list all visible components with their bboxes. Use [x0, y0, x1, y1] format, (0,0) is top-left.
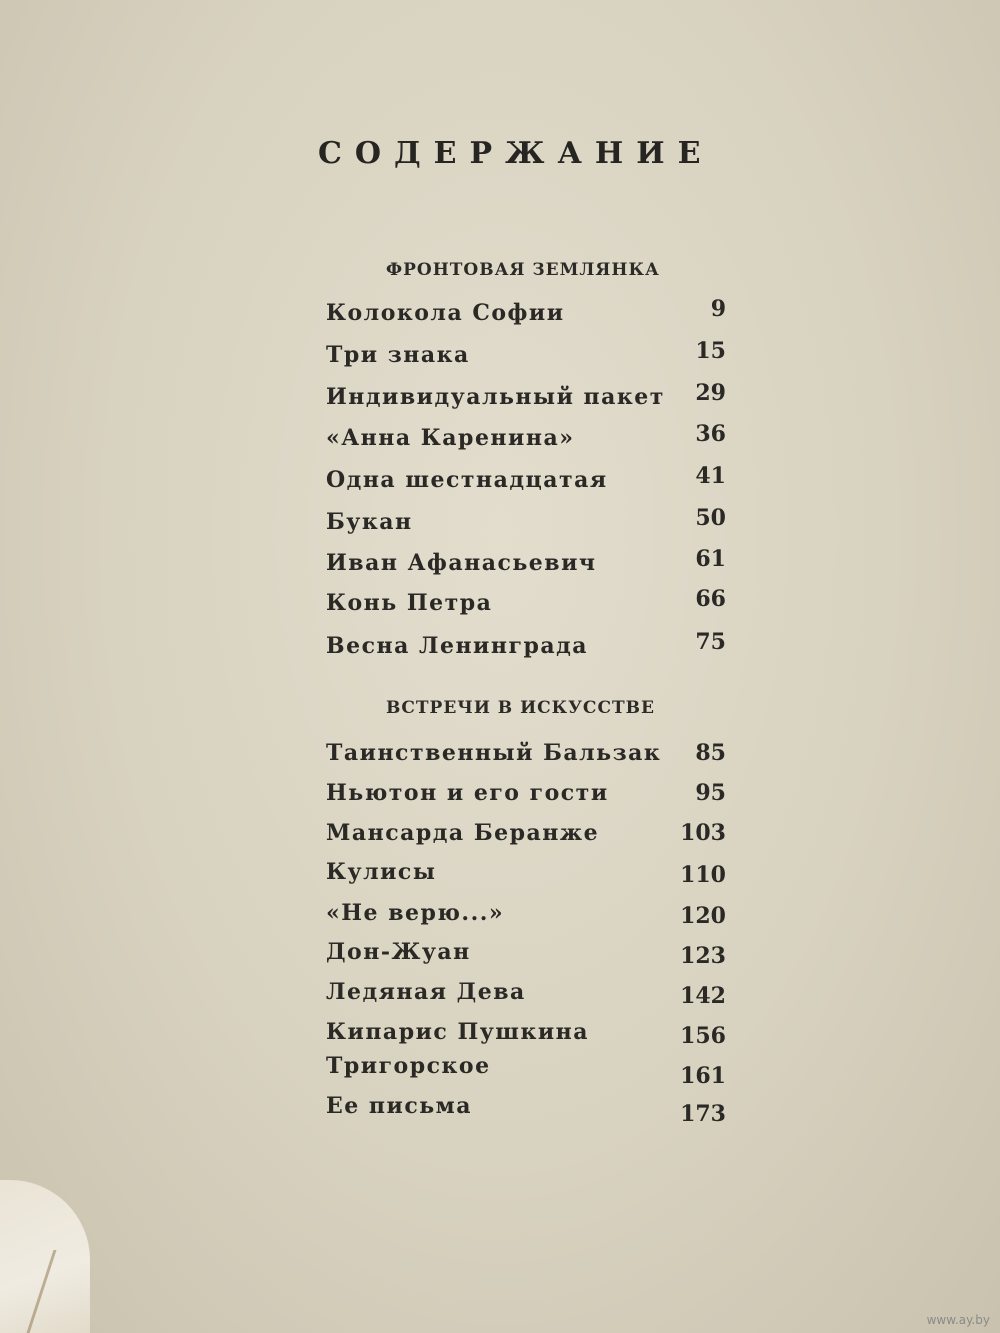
- section-heading-front: ФРОНТОВАЯ ЗЕМЛЯНКА: [386, 260, 660, 280]
- toc-entry-title: Ледяная Дева: [326, 979, 526, 1005]
- toc-entry-page: 123: [680, 943, 726, 969]
- toc-entry-page: 50: [695, 505, 726, 531]
- toc-entry-title: Одна шестнадцатая: [326, 467, 608, 493]
- section-heading-art: ВСТРЕЧИ В ИСКУССТВЕ: [386, 698, 655, 718]
- toc-entry-page: 173: [680, 1101, 726, 1127]
- toc-entry-title: Букан: [326, 509, 413, 535]
- toc-entry-title: Ее письма: [326, 1093, 473, 1119]
- toc-entry-title: Три знака: [326, 342, 470, 368]
- toc-entry-title: Конь Петра: [326, 590, 493, 616]
- toc-entry-title: Таинственный Бальзак: [326, 740, 662, 766]
- toc-entry-page: 103: [680, 820, 726, 846]
- toc-entry-page: 36: [695, 421, 726, 447]
- toc-entry-page: 41: [695, 463, 726, 489]
- toc-entry-page: 142: [680, 983, 726, 1009]
- toc-entry-title: Кулисы: [326, 859, 437, 885]
- watermark: www.ay.by: [926, 1313, 990, 1327]
- toc-entry-page: 156: [680, 1023, 726, 1049]
- toc-entry-page: 75: [695, 629, 726, 655]
- toc-entry-title: Ньютон и его гости: [326, 780, 609, 806]
- toc-entry-page: 61: [695, 546, 726, 572]
- toc-entry-page: 161: [680, 1063, 726, 1089]
- toc-entry-title: Мансарда Беранже: [326, 820, 600, 846]
- toc-entry-title: Дон-Жуан: [326, 939, 471, 965]
- toc-entry-title: Весна Ленинграда: [326, 633, 589, 659]
- toc-entry-title: Индивидуальный пакет: [326, 384, 665, 410]
- toc-entry-title: «Не верю...»: [326, 900, 505, 926]
- toc-entry-page: 120: [680, 903, 726, 929]
- toc-entry-title: Колокола Софии: [326, 300, 565, 326]
- toc-entry-page: 95: [695, 780, 726, 806]
- toc-entry-page: 29: [695, 380, 726, 406]
- toc-entry-page: 85: [695, 740, 726, 766]
- toc-entry-page: 15: [695, 338, 726, 364]
- toc-entry-title: Иван Афанасьевич: [326, 550, 597, 576]
- contents-title: СОДЕРЖАНИЕ: [318, 136, 714, 171]
- toc-entry-title: Тригорское: [326, 1053, 491, 1079]
- toc-entry-page: 110: [680, 862, 726, 888]
- toc-entry-page: 66: [695, 586, 726, 612]
- toc-entry-title: «Анна Каренина»: [326, 425, 575, 451]
- toc-entry-title: Кипарис Пушкина: [326, 1019, 590, 1045]
- toc-entry-page: 9: [710, 296, 726, 322]
